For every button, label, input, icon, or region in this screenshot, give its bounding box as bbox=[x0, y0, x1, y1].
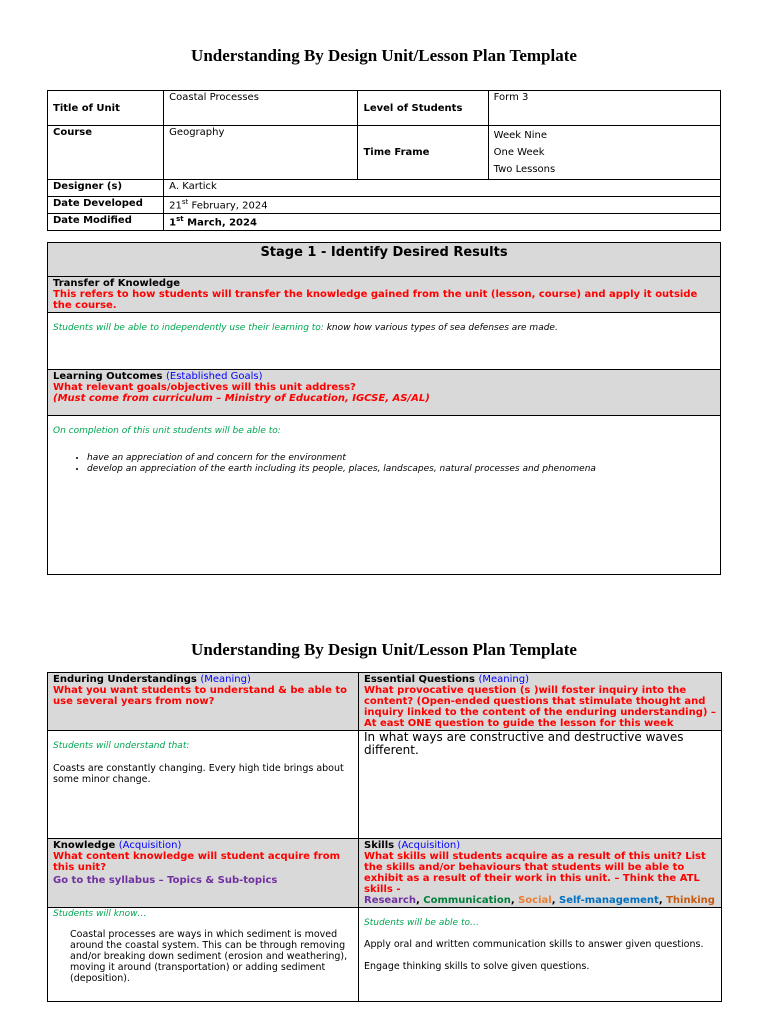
enduring-understandings-header bbox=[48, 673, 359, 731]
s-answer-1: Apply oral and written communication skills to answer given questions. bbox=[364, 939, 704, 950]
outcomes-list bbox=[53, 453, 715, 475]
transfer-content bbox=[48, 313, 721, 370]
outcomes-note: (Must come from curriculum – Ministry of Education, IGCSE, AS/AL) bbox=[53, 393, 430, 404]
title-of-unit-label: Title of Unit bbox=[48, 91, 164, 126]
outcomes-question: What relevant goals/objectives will this unit address? bbox=[53, 382, 356, 393]
date-developed-label: Date Developed bbox=[48, 197, 164, 214]
date-modified-label: Date Modified bbox=[48, 214, 164, 231]
eq-tag: (Meaning) bbox=[478, 674, 530, 685]
transfer-description: This refers to how students will transfer the knowledge gained from the unit (lesson, course) and apply it outside the course. bbox=[53, 289, 698, 311]
page2-title: Understanding By Design Unit/Lesson Plan Template bbox=[191, 640, 577, 659]
s-question: What skills will students acquire as a result of this unit? List the skills and/or behaviours that students will be able to exhibit as a result of their work in this unit. – Think the ATL skills - bbox=[364, 851, 706, 895]
transfer-answer: know how various types of sea defenses are made. bbox=[323, 323, 558, 333]
transfer-prompt: Students will be able to independently use their learning to: bbox=[53, 323, 324, 333]
atl-social: Social bbox=[518, 895, 552, 906]
title-of-unit-value: Coastal Processes bbox=[164, 91, 358, 126]
outcomes-tag: (Established Goals) bbox=[165, 371, 263, 382]
s-prompt: Students will be able to… bbox=[364, 918, 479, 928]
eu-content bbox=[48, 731, 359, 839]
time-frame-lessons: Two Lessons bbox=[493, 164, 556, 175]
atl-self-management: Self-management bbox=[559, 895, 659, 906]
eu-answer: Coasts are constantly changing. Every high tide brings about some minor change. bbox=[53, 763, 344, 785]
time-frame-week: Week Nine bbox=[493, 130, 547, 141]
level-of-students-value: Form 3 bbox=[488, 91, 720, 126]
skills-content bbox=[359, 908, 722, 1002]
outcomes-header bbox=[48, 370, 721, 416]
time-frame-duration: One Week bbox=[493, 147, 545, 158]
atl-skills: Research, Communication, Social, Self-management, Thinking bbox=[364, 895, 715, 906]
eu-question: What you want students to understand & be able to use several years from now? bbox=[53, 685, 347, 707]
knowledge-header bbox=[48, 839, 359, 908]
eq-label: Essential Questions bbox=[364, 674, 479, 685]
eu-tag: (Meaning) bbox=[200, 674, 251, 685]
k-syllabus-link: Go to the syllabus – Topics & Sub-topics bbox=[53, 875, 278, 886]
time-frame-label: Time Frame bbox=[358, 126, 488, 180]
k-tag: (Acquisition) bbox=[118, 840, 182, 851]
atl-research: Research bbox=[364, 895, 416, 906]
eq-answer: In what ways are constructive and destructive waves different. bbox=[359, 731, 722, 839]
k-question: What content knowledge will student acquire from this unit? bbox=[53, 851, 341, 873]
list-item: • develop an appreciation of the earth including its people, places, landscapes, natural processes and phenomena bbox=[87, 464, 715, 475]
designer-value: A. Kartick bbox=[164, 180, 721, 197]
transfer-label: Transfer of Knowledge bbox=[53, 278, 181, 289]
k-label: Knowledge bbox=[53, 840, 119, 851]
knowledge-content bbox=[48, 908, 359, 1002]
s-label: Skills bbox=[364, 840, 398, 851]
k-prompt: Students will know… bbox=[53, 909, 147, 919]
page-title: Understanding By Design Unit/Lesson Plan Template bbox=[191, 46, 577, 65]
course-label: Course bbox=[48, 126, 164, 180]
essential-questions-header bbox=[359, 673, 722, 731]
k-answer: Coastal processes are ways in which sediment is moved around the coastal system. This can be through removing and/or breaking down sediment (erosion and weathering), moving it around (transportation) or adding sediment (deposition). bbox=[70, 929, 348, 984]
course-value: Geography bbox=[164, 126, 358, 180]
outcomes-label: Learning Outcomes bbox=[53, 371, 166, 382]
atl-communication: Communication bbox=[423, 895, 511, 906]
unit-info-table bbox=[47, 90, 721, 231]
level-of-students-label: Level of Students bbox=[358, 91, 488, 126]
transfer-header bbox=[48, 277, 721, 313]
eq-question: What provocative question (s )will foster inquiry into the content? (Open-ended questions that stimulate thought and inquiry linked to the content of the enduring understanding) – At east ONE question to guide the lesson for this week bbox=[364, 685, 716, 729]
outcomes-content bbox=[48, 416, 721, 575]
list-item: • have an appreciation of and concern for the environment bbox=[87, 453, 715, 464]
meaning-acquisition-table bbox=[47, 672, 722, 1002]
s-tag: (Acquisition) bbox=[397, 840, 461, 851]
skills-header bbox=[359, 839, 722, 908]
atl-thinking: Thinking bbox=[666, 895, 715, 906]
eu-prompt: Students will understand that: bbox=[53, 741, 190, 751]
stage1-heading: Stage 1 - Identify Desired Results bbox=[48, 243, 721, 277]
designer-label: Designer (s) bbox=[48, 180, 164, 197]
stage1-table bbox=[47, 242, 721, 575]
time-frame-value bbox=[488, 126, 720, 180]
s-answer-2: Engage thinking skills to solve given questions. bbox=[364, 961, 590, 972]
date-developed-value: 21st February, 2024 bbox=[164, 197, 721, 214]
eu-label: Enduring Understandings bbox=[53, 674, 201, 685]
outcomes-prompt: On completion of this unit students will be able to: bbox=[53, 426, 281, 436]
date-modified-value: 1st March, 2024 bbox=[164, 214, 721, 231]
